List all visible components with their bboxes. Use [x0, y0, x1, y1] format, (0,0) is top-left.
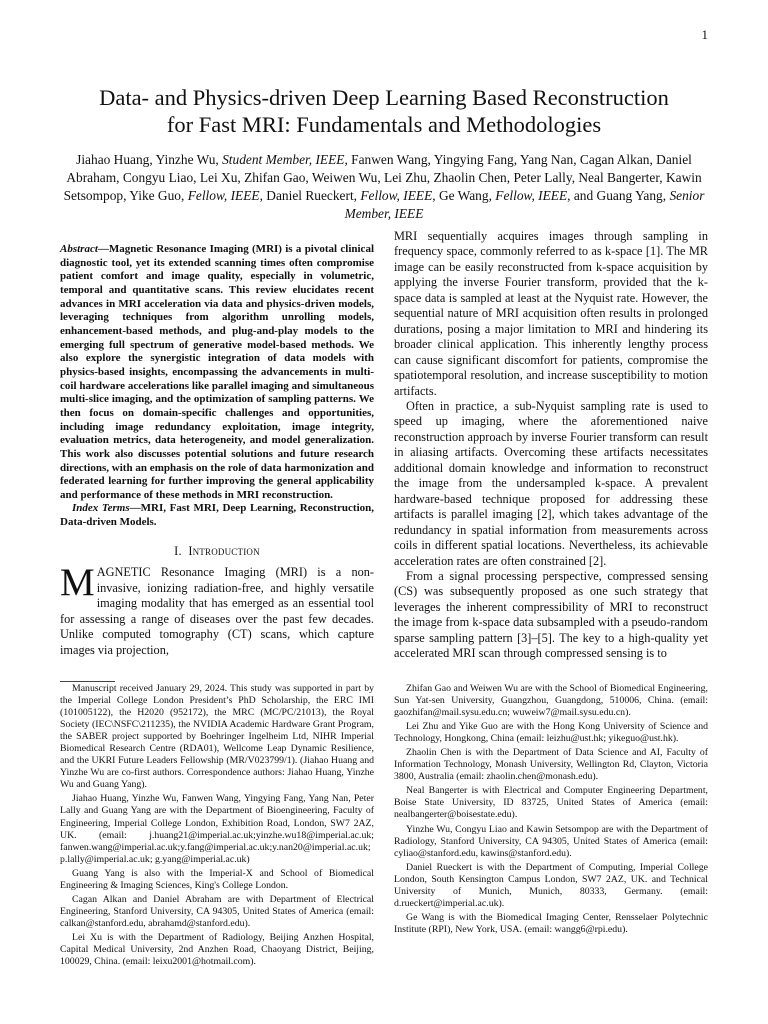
authors-part-5: , and Guang Yang,: [567, 188, 670, 203]
authors-part-1: Jiahao Huang, Yinzhe Wu,: [76, 152, 223, 167]
footnote: Zhaolin Chen is with the Department of Data Science and AI, Faculty of Information Technology, Monash University, Wellington Rd, Clayton, Victoria 3800, Australia (email: zhaolin.chen@monash.edu).: [394, 747, 708, 783]
intro-paragraph-1-continued: MRI sequentially acquires images through sampling in frequency space, commonly referred to as k-space [1]. The MR image can be easily reconstructed from k-space acquisition by applying the inverse Fourier transform, provided that the k-space data is sampled at least at the Nyquist rate. However, the sequential nature of MRI acquisition often results in prolonged durations, posing a major limitation to MRI and hindering its broader clinical application. This inherently lengthy process can cause significant discomfort for patients, compromise the spatiotemporal resolution, and increase susceptibility to motion artifacts.: [394, 229, 708, 398]
title-line-1: Data- and Physics-driven Deep Learning Based Reconstruction: [99, 85, 669, 110]
section-heading: [60, 544, 374, 559]
page-number: 1: [701, 27, 708, 42]
footnote-rule: [60, 681, 115, 682]
author-role-5: Senior Member, IEEE: [344, 188, 705, 221]
right-column: [394, 229, 708, 662]
footnote: Lei Xu is with the Department of Radiology, Beijing Anzhen Hospital, Capital Medical University, 2nd Anzhen Road, Chaoyang District, Beijing, 100029, China. (email: leixu2001@hotmail.com).: [60, 931, 374, 968]
abstract-lead: Abstract: [60, 243, 98, 255]
intro-paragraph-2: Often in practice, a sub-Nyquist sampling rate is used to speed up imaging, where the aforementioned naive reconstruction approach by inverse Fourier transform can result in aliasing artifacts. Overcoming these artifacts necessitates additional domain knowledge and information to reconstruct the image from the undersampled k-space. A prevalent hardware-based technique proposed for addressing these artifacts is parallel imaging [2], which takes advantage of the redundancy in spatial information from measurements across coils in different spatial locations. Nevertheless, its achievable acceleration rates are often constrained [2].: [394, 398, 708, 568]
footnote: Daniel Rueckert is with the Department of Computing, Imperial College London, South Kensington Campus London, SW7 2AZ, UK. and Technical University of Munich, Munich, 80333, Germany. (email: d.rueckert@imperial.ac.uk).: [394, 861, 708, 909]
footnote: Manuscript received January 29, 2024. This study was supported in part by the Imperial College London President’s PhD Scholarship, the ERC IMI (101005122), the H2020 (952172), the MRC (MC/PC/21013), the Royal Society (IEC\NSFC\211235), the NVIDIA Academic Hardware Grant Program, the SABER project supported by Boehringer Ingelheim Ltd, NIHR Imperial Biomedical Research Centre (RDA01), Wellcome Leap Dynamic Resilience, and the UKRI Future Leaders Fellowship (MR/V023799/1). (Jiahao Huang and Yinzhe Wu are co-first authors. Correspondence authors: Jiahao Huang, Yinzhe Wu and Guang Yang).: [60, 683, 374, 791]
footnote: Neal Bangerter is with Electrical and Computer Engineering Department, Boise State University, ID 83725, United States of America (email: nealbangerter@boisestate.edu).: [394, 785, 708, 821]
footnote: Lei Zhu and Yike Guo are with the Hong Kong University of Science and Technology, Hongkong, China (email: leizhu@ust.hk; yikeguo@ust.hk).: [394, 721, 708, 745]
author-list: [60, 151, 708, 223]
footnotes-right: [394, 683, 708, 938]
intro-paragraph-1-text: AGNETIC Resonance Imaging (MRI) is a non-invasive, ionizing radiation-free, and highly versatile imaging modality that has emerged as an essential tool for assessing a range of diseases over the past few decades. Unlike computed tomography (CT) scans, which capture images via projection,: [60, 565, 374, 657]
paper-title: [60, 84, 708, 138]
section-title: Introduction: [188, 543, 260, 558]
left-column: [60, 243, 374, 658]
footnotes-left: [60, 683, 374, 970]
abstract-text: —Magnetic Resonance Imaging (MRI) is a pivotal clinical diagnostic tool, yet its extended scanning times often compromise patient comfort and image quality, especially in volumetric, temporal and quantitative scans. This review elucidates recent advances in MRI acceleration via data and physics-driven models, leveraging techniques from algorithm unrolling models, enhancement-based methods, and plug-and-play models to the emerging full spectrum of generative model-based methods. We also explore the synergistic integration of data models with physics-based insights, encompassing the advancements in multi-coil hardware accelerations like parallel imaging and simultaneous multi-slice imaging, and the optimization of sampling patterns. We then focus on domain-specific challenges and opportunities, including image redundancy exploitation, image integrity, evaluation metrics, data heterogeneity, and model generalization. This work also discusses potential solutions and future research directions, with an emphasis on the role of data harmonization and federated learning for further improving the general applicability and performance of these methods in MRI reconstruction.: [60, 243, 374, 501]
footnote: Yinzhe Wu, Congyu Liao and Kawin Setsompop are with the Department of Radiology, Stanford University, CA 94305, United States of America (email: cyliao@stanford.edu, kawins@stanford.edu).: [394, 823, 708, 859]
intro-paragraph-1: [60, 561, 374, 658]
footnote: Ge Wang is with the Biomedical Imaging Center, Rensselaer Polytechnic Institute (RPI), New York, USA. (email: wangg6@rpi.edu).: [394, 911, 708, 935]
title-line-2: for Fast MRI: Fundamentals and Methodologies: [166, 112, 602, 137]
index-terms: [60, 502, 374, 529]
footnote: Guang Yang is also with the Imperial-X and School of Biomedical Engineering & Imaging Sciences, King's College London.: [60, 867, 374, 891]
intro-paragraph-3: From a signal processing perspective, compressed sensing (CS) was subsequently proposed as one such strategy that leverages the inherent compressibility of MRI to reconstruct the image from k-space data subsampled with a pseudo-random sparse sampling pattern [3]–[5]. The key to a high-quality yet accelerated MRI scan through compressed sensing is to: [394, 568, 708, 661]
footnote: Zhifan Gao and Weiwen Wu are with the School of Biomedical Engineering, Sun Yat-sen University, Guangzhou, Guangdong, 510006, China. (email: gaozhifan@mail.sysu.edu.cn; wuweiw7@mail.sysu.edu.cn).: [394, 683, 708, 719]
authors-part-2: , Fanwen Wang, Yingying Fang, Yang Nan, Cagan Alkan, Daniel Abraham, Congyu Liao, Lei Xu, Zhifan Gao, Weiwen Wu, Lei Zhu, Zhaolin Chen, Peter Lally, Neal Bangerter, Kawin Setsompop, Yike Guo,: [63, 152, 702, 203]
author-role-4: Fellow, IEEE: [495, 188, 568, 203]
index-terms-text: —MRI, Fast MRI, Deep Learning, Reconstruction, Data-driven Models.: [60, 502, 374, 529]
author-role-1: Student Member, IEEE: [222, 152, 345, 167]
footnote: Jiahao Huang, Yinzhe Wu, Fanwen Wang, Yingying Fang, Yang Nan, Peter Lally and Guang Yang are with the Department of Bioengineering, Faculty of Engineering, Imperial College London, Exhibition Road, London, SW7 2AZ, UK. (email: j.huang21@imperial.ac.uk;yinzhe.wu18@imperial.ac.uk; fanwen.wang@imperial.ac.uk;y.fang@imperial.ac.uk;y.nan20@imperial.ac.uk; p.lally@imperial.ac.uk; g.yang@imperial.ac.uk): [60, 793, 374, 865]
footnote: Cagan Alkan and Daniel Abraham are with Department of Electrical Engineering, Stanford University, CA 94305, United States of America (email: calkan@stanford.edu, abrahamd@stanford.edu).: [60, 893, 374, 929]
abstract: [60, 243, 374, 502]
drop-cap: M: [60, 561, 95, 605]
section-number: I.: [174, 543, 182, 558]
author-role-3: Fellow, IEEE: [360, 188, 433, 203]
authors-part-4: , Ge Wang,: [432, 188, 496, 203]
author-role-2: Fellow, IEEE: [187, 188, 260, 203]
index-terms-lead: Index Terms: [72, 502, 130, 515]
authors-part-3: , Daniel Rueckert,: [259, 188, 361, 203]
